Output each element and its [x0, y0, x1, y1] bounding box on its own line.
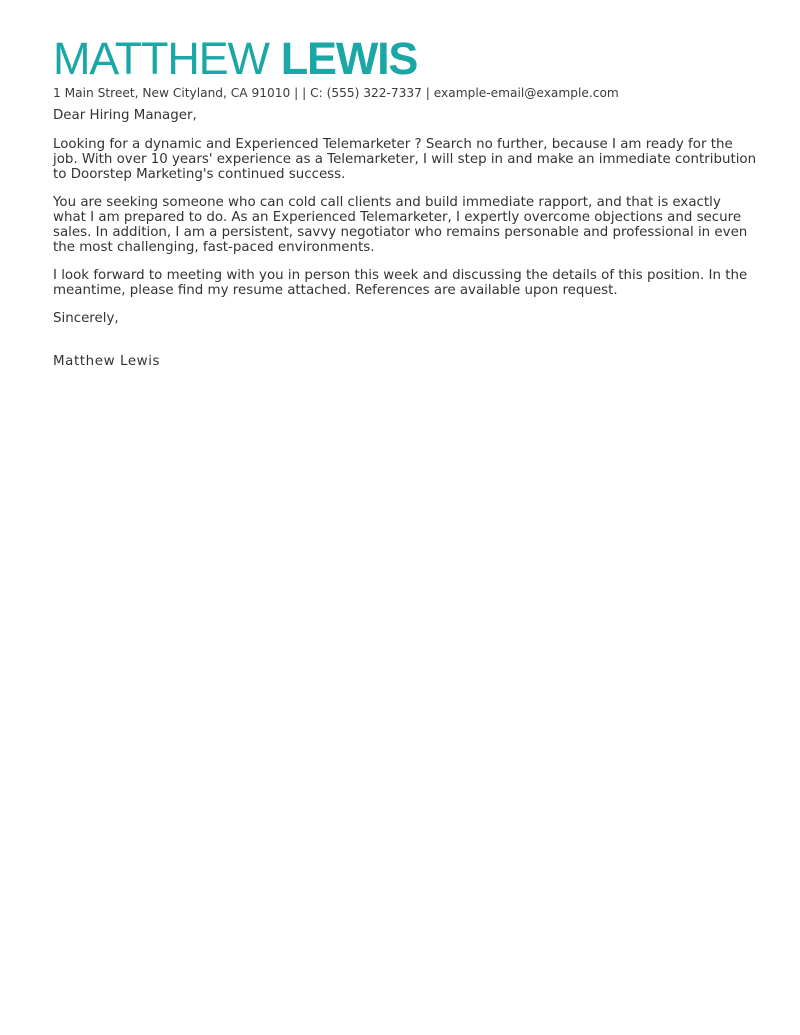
- body-paragraph-2: You are seeking someone who can cold call clients and build immediate rapport, and that is exactly what I am prepared to do. As an Experienced Telemarketer, I expertly overcome objections and secure sales. In addition, I am a persistent, savvy negotiator who remains personable and professional in even the most challenging, fast-paced environments.: [53, 195, 748, 255]
- signature-name: Matthew Lewis: [53, 354, 161, 369]
- contact-line: 1 Main Street, New Cityland, CA 91010 | | C: (555) 322-7337 | example-email@example.com: [53, 86, 619, 100]
- first-name: MATTHEW: [53, 33, 269, 84]
- last-name: LEWIS: [280, 33, 418, 84]
- body-paragraph-1: Looking for a dynamic and Experienced Telemarketer ? Search no further, because I am ready for the job. With over 10 years' experience as a Telemarketer, I will step in and make an immediate contribution to Doorstep Marketing's continued success.: [53, 137, 757, 182]
- closing: Sincerely,: [53, 311, 119, 326]
- salutation: Dear Hiring Manager,: [53, 108, 197, 123]
- letter-header: [53, 33, 753, 101]
- letter-body: [53, 108, 757, 382]
- applicant-name: [53, 33, 753, 85]
- body-paragraph-3: I look forward to meeting with you in person this week and discussing the details of this position. In the meantime, please find my resume attached. References are available upon request.: [53, 268, 748, 298]
